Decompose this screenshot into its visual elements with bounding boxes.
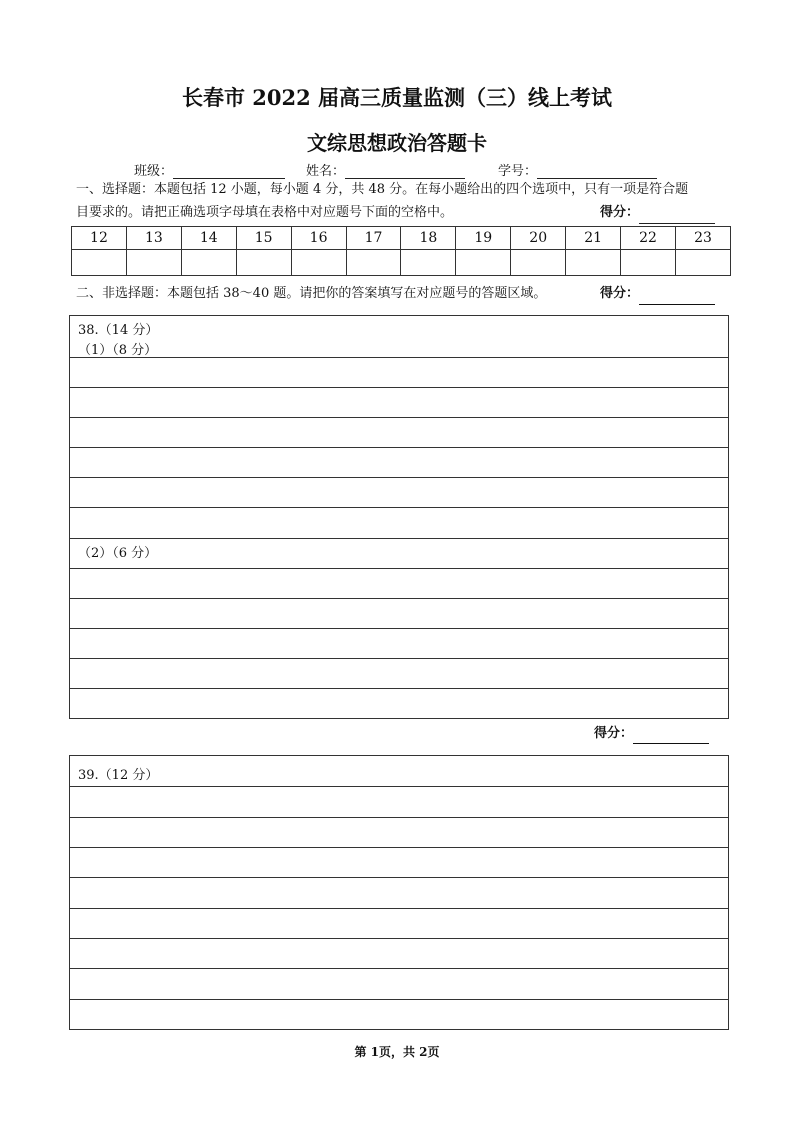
answer-line [70, 568, 728, 569]
question-number: 17 [346, 227, 401, 250]
answer-cell[interactable] [621, 250, 676, 276]
answer-cell[interactable] [456, 250, 511, 276]
section1-score [600, 201, 715, 224]
q38-score-blank[interactable] [633, 730, 709, 744]
answer-line [70, 628, 728, 629]
answer-cell[interactable] [675, 250, 730, 276]
answer-line [70, 477, 728, 478]
answer-line [70, 417, 728, 418]
section2-score-label: 得分： [600, 286, 640, 301]
answer-line [70, 598, 728, 599]
section2-score-blank[interactable] [639, 291, 715, 305]
answer-line [70, 999, 728, 1000]
name-blank[interactable] [345, 165, 465, 179]
page-footer: 第 1页，共 2页 [354, 1045, 440, 1059]
q38-title: 38.（14 分） [78, 323, 159, 338]
answer-line [70, 908, 728, 909]
answer-cell[interactable] [236, 250, 291, 276]
name-field [306, 160, 465, 179]
answer-line [70, 688, 728, 689]
q38-score [594, 724, 709, 744]
answer-cell[interactable] [181, 250, 236, 276]
answer-line [70, 447, 728, 448]
section1-line2: 目要求的。请把正确选项字母填在表格中对应题号下面的空格中。 [76, 205, 454, 220]
answer-line [70, 877, 728, 878]
answer-line [70, 538, 728, 539]
answer-line [70, 387, 728, 388]
answer-line [70, 968, 728, 969]
section1-score-blank[interactable] [639, 210, 715, 224]
answer-cell[interactable] [566, 250, 621, 276]
question-number: 16 [291, 227, 346, 250]
section2-instructions: 二、非选择题：本题包括 38～40 题。请把你的答案填写在对应题号的答题区域。 [76, 286, 547, 301]
student-id-blank[interactable] [537, 165, 657, 179]
question-number: 15 [236, 227, 291, 250]
page-subtitle: 文综思想政治答题卡 [307, 131, 487, 155]
class-field [134, 160, 285, 179]
answer-cell[interactable] [72, 250, 127, 276]
section2-score [600, 282, 715, 305]
answer-cell[interactable] [126, 250, 181, 276]
question-number: 14 [181, 227, 236, 250]
q38-part2-label: （2）（6 分） [78, 546, 158, 561]
student-id-label: 学号： [498, 164, 538, 179]
answer-cell[interactable] [291, 250, 346, 276]
question-number-row [72, 227, 731, 250]
student-id-field [498, 160, 657, 179]
question-number: 12 [72, 227, 127, 250]
page-title: 长春市 2022 届高三质量监测（三）线上考试 [181, 85, 613, 110]
answer-line [70, 817, 728, 818]
answer-line [70, 847, 728, 848]
q39-title: 39.（12 分） [78, 768, 159, 783]
question-number: 23 [675, 227, 730, 250]
section1-line1: 一、选择题：本题包括 12 小题，每小题 4 分，共 48 分。在每小题给出的四个选项中，只有一项是符合题 [76, 182, 689, 197]
q38-answer-box[interactable] [69, 315, 729, 719]
class-blank[interactable] [173, 165, 285, 179]
q39-answer-box[interactable] [69, 755, 729, 1030]
answer-line [70, 786, 728, 787]
answer-line [70, 938, 728, 939]
answer-line [70, 658, 728, 659]
multiple-choice-table [71, 226, 731, 276]
question-number: 18 [401, 227, 456, 250]
question-number: 20 [511, 227, 566, 250]
class-label: 班级： [134, 164, 174, 179]
section1-score-label: 得分： [600, 205, 640, 220]
question-number: 19 [456, 227, 511, 250]
question-number: 13 [126, 227, 181, 250]
q38-part1-label: （1）（8 分） [78, 343, 158, 358]
name-label: 姓名： [306, 164, 346, 179]
answer-cell[interactable] [401, 250, 456, 276]
answer-line [70, 507, 728, 508]
question-number: 22 [621, 227, 676, 250]
question-number: 21 [566, 227, 621, 250]
q38-score-label: 得分： [594, 726, 634, 741]
answer-row [72, 250, 731, 276]
answer-line [70, 357, 728, 358]
answer-cell[interactable] [511, 250, 566, 276]
answer-cell[interactable] [346, 250, 401, 276]
